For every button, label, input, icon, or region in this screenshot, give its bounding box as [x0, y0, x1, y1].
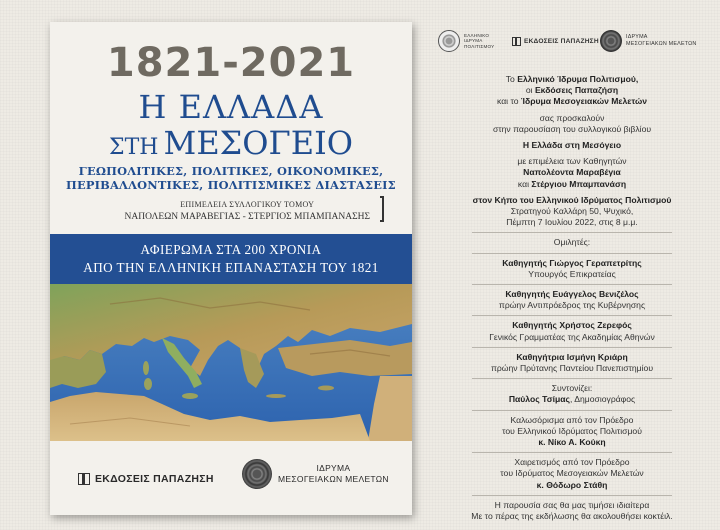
- cover-publisher-right-line1: ΙΔΡΥΜΑ: [316, 463, 351, 473]
- greeting-line-1: Χαιρετισμός από τον Πρόεδρο: [514, 457, 630, 468]
- editor-1: Ναπολέοντα Μαραβέγια: [523, 167, 621, 178]
- cover-band-line1: ΑΦΙΕΡΩΜΑ ΣΤΑ 200 ΧΡΟΝΙΑ: [140, 242, 322, 257]
- host-line-3: και το Ίδρυμα Μεσογειακών Μελετών: [497, 96, 647, 107]
- presentation-line: στην παρουσίαση του συλλογικού βιβλίου: [492, 123, 652, 134]
- papazisis-small-icon: [512, 37, 521, 46]
- speaker-4-name: Καθηγήτρια Ισμήνη Κριάρη: [516, 351, 628, 362]
- mediterranean-studies-logo: [600, 30, 697, 52]
- papazisis-logo: [512, 37, 599, 46]
- papazisis-logo-icon: [78, 473, 90, 485]
- address: Στρατηγού Καλλάρη 50, Ψυχικό,: [510, 206, 634, 217]
- editor-2-line: και Στέργιου Μπαμπανάση: [517, 178, 627, 189]
- mediterranean-studies-seal-icon: [600, 30, 622, 52]
- cover-editors: [125, 199, 370, 223]
- hellenic-culture-seal-icon: [438, 30, 460, 52]
- speaker-3-name: Καθηγητής Χρήστος Ζερεφός: [512, 320, 632, 331]
- divider: [472, 347, 672, 348]
- cover-subtitle-line1: ΓΕΩΠΟΛΙΤΙΚΕΣ, ΠΟΛΙΤΙΚΕΣ, ΟΙΚΟΝΟΜΙΚΕΣ,: [78, 164, 384, 178]
- cover-title-large: ΜΕΣΟΓΕΙΟ: [163, 124, 353, 162]
- cover-publisher-right-line2: ΜΕΣΟΓΕΙΑΚΩΝ ΜΕΛΕΤΩΝ: [278, 474, 389, 484]
- logo1-line2: ΙΔΡΥΜΑ: [464, 38, 483, 44]
- cover-bracket: [380, 196, 384, 222]
- mediterranean-map: [50, 284, 412, 441]
- cover-editors-names: ΝΑΠΟΛΕΩΝ ΜΑΡΑΒΕΓΙΑΣ - ΣΤΕΡΓΙΟΣ ΜΠΑΜΠΑΝΑΣΗΣ: [124, 212, 370, 222]
- cover-subtitle: [50, 164, 412, 192]
- speaker-3-role: Γενικός Γραμματέας της Ακαδημίας Αθηνών: [489, 331, 655, 342]
- cover-band: [50, 234, 412, 284]
- cover-title-line1: Η ΕΛΛΑΔΑ: [138, 88, 324, 126]
- divider: [472, 284, 672, 285]
- logo1-line1: ΕΛΛΗΝΙΚΟ: [464, 32, 490, 38]
- venue: στον Κήπο του Ελληνικού Ιδρύματος Πολιτισμού: [472, 194, 672, 205]
- greeting-line-2: του Ιδρύματος Μεσογειακών Μελετών: [500, 468, 644, 479]
- welcome-name: κ. Νίκο Α. Κούκη: [538, 437, 606, 448]
- logo3-line1: ΙΔΡΥΜΑ: [626, 34, 648, 40]
- welcome-line-1: Καλωσόρισμα από τον Πρόεδρο: [510, 414, 634, 425]
- coordinator: Παύλος Τσίμας, Δημοσιογράφος: [508, 394, 636, 405]
- institute-seal-icon: [242, 459, 272, 489]
- divider: [472, 232, 672, 233]
- speaker-1-role: Υπουργός Επικρατείας: [528, 268, 616, 279]
- datetime: Πέμπτη 7 Ιουλίου 2022, στις 8 μ.μ.: [506, 217, 638, 228]
- cover-publisher-left: [78, 473, 214, 485]
- host-line-1: Το Ελληνικό Ίδρυμα Πολιτισμού,: [505, 74, 639, 84]
- welcome-line-2: του Ελληνικού Ιδρύματος Πολιτισμού: [502, 425, 642, 436]
- hellenic-culture-logo: [438, 30, 494, 52]
- speaker-2-role: πρώην Αντιπρόεδρος της Κυβέρνησης: [498, 300, 646, 311]
- cover-bottom: [50, 441, 412, 515]
- speaker-4-role: πρώην Πρύτανης Παντείου Πανεπιστημίου: [490, 363, 654, 374]
- divider: [472, 410, 672, 411]
- cover-subtitle-line2: ΠΕΡΙΒΑΛΛΟΝΤΙΚΕΣ, ΠΟΛΙΤΙΣΜΙΚΕΣ ΔΙΑΣΤΑΣΕΙΣ: [66, 178, 396, 192]
- invite-line: σας προσκαλούν: [539, 112, 605, 123]
- cover-publisher-left-text: ΕΚΔΟΣΕΙΣ ΠΑΠΑΖΗΣΗ: [95, 473, 214, 485]
- closing-line-2: Με το πέρας της εκδήλωσης θα ακολουθήσει κοκτέιλ.: [471, 511, 673, 522]
- sponsor-logos: [438, 30, 708, 54]
- host-line-2: οι Εκδόσεις Παπαζήση: [525, 85, 619, 96]
- divider: [472, 253, 672, 254]
- editors-intro: με επιμέλεια των Καθηγητών: [517, 156, 627, 167]
- cover-editors-label: ΕΠΙΜΕΛΕΙΑ ΣΥΛΛΟΓΙΚΟΥ ΤΟΜΟΥ: [180, 200, 315, 209]
- logo2-text: ΕΚΔΟΣΕΙΣ ΠΑΠΑΖΗΣΗ: [524, 38, 599, 45]
- book-cover: [50, 22, 412, 515]
- speaker-2-name: Καθηγητής Ευάγγελος Βενιζέλος: [505, 289, 639, 300]
- speaker-1-name: Καθηγητής Γιώργος Γεραπετρίτης: [502, 257, 642, 268]
- greeting-name: κ. Θόδωρο Στάθη: [536, 479, 608, 490]
- coordinator-label: Συντονίζει:: [551, 383, 593, 394]
- cover-band-line2: ΑΠΟ ΤΗΝ ΕΛΛΗΝΙΚΗ ΕΠΑΝΑΣΤΑΣΗ ΤΟΥ 1821: [83, 260, 379, 275]
- cover-publisher-right: [242, 459, 389, 489]
- logo1-line3: ΠΟΛΙΤΙΣΜΟΥ: [464, 43, 495, 49]
- divider: [472, 452, 672, 453]
- divider: [472, 378, 672, 379]
- book-title: Η Ελλάδα στη Μεσόγειο: [522, 140, 622, 151]
- speakers-label: Ομιλητές:: [553, 237, 591, 248]
- divider: [472, 495, 672, 496]
- logo3-line2: ΜΕΣΟΓΕΙΑΚΩΝ ΜΕΛΕΤΩΝ: [626, 41, 697, 47]
- invitation-text: [430, 74, 714, 522]
- cover-title-small: ΣΤΗ: [109, 135, 159, 160]
- cover-years: 1821-2021: [106, 40, 356, 86]
- cover-title-line2: [50, 124, 412, 162]
- divider: [472, 315, 672, 316]
- closing-line-1: Η παρουσία σας θα μας τιμήσει ιδιαίτερα: [494, 499, 650, 510]
